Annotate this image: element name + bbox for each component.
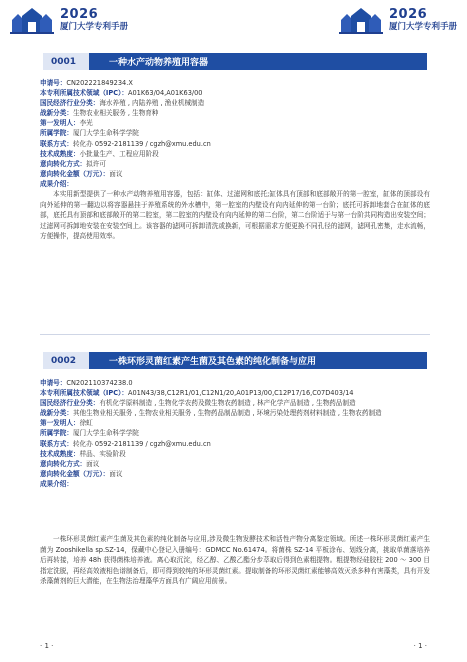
field-transfer-amount: 意向转化金额（万元）：面议 [40, 469, 123, 478]
field-industry: 国民经济行业分类：有机化学原料制造 , 生物化学农药及微生物农药制造 , 林产化学产品制造 , 生物药品制造 [40, 399, 356, 408]
building-logo-icon [339, 6, 383, 34]
field-strategic: 战新分类：其他生物业相关服务 , 生物农业相关服务 , 生物药品制品制造 , 环境污染处理药剂材料制造 , 生物农药制造 [40, 409, 382, 418]
field-college: 所属学院：厦门大学生命科学学院 [40, 429, 139, 438]
field-maturity: 技术成熟度：小批量生产、工程应用阶段 [40, 149, 159, 158]
field-industry: 国民经济行业分类：海水养殖 , 内陆养殖 , 渔业机械制造 [40, 99, 205, 108]
field-inventor: 第一发明人：李光 [40, 119, 93, 128]
field-college: 所属学院：厦门大学生命科学学院 [40, 129, 139, 138]
entry-body-0001: 本实用新型提供了一种水产动物养殖用容器，包括：缸体、过滤网和底托;缸体具有顶部和底部敞开的第一腔室，缸体的顶部设有向外延伸的第一翻边以将容器悬挂于养殖系统的外水槽中，第一腔室的内壁设有向内延伸的第一台阶；底托可拆卸地套合在缸体的底部，底托具有顶部和底部敞开的第二腔室，第二腔室的内壁设有向内延伸的第二台阶，第二台阶适于与第一台阶共同构造出安装空间；过滤网可拆卸地安装在安装空间上。该容器的滤网可拆卸清洗或换新，可根据需求方便更换不同孔径的滤网，滤网孔密集，走水流畅，方便操作，提高使用效率。 [40, 190, 430, 241]
field-application-number: 申请号：CN202221849234.X [40, 79, 133, 87]
header-subtitle: 厦门大学专利手册 [60, 22, 129, 33]
field-application-number: 申请号：CN202110374238.0 [40, 379, 133, 387]
section-header-0001 [43, 53, 427, 70]
entry-fields-0002 [40, 378, 430, 489]
entry-body-0002: 一株环形灵菌红素产生菌及其色素的纯化制备与应用,涉及微生物发酵技术和活性产物分离鉴定领域。所述一株环形灵菌红素产生菌为 Zooshikella sp.SZ-14，保藏中心登记入册编号：GDMCC No.61474。将菌株 SZ-14 平板涂布、划线分离，挑取单菌落培养后再转接，培养 48h 获得菌株培养液。离心取沉淀，经乙醇、乙酸乙酯分步萃取后得到色素粗提物。粗提物经硅胶柱 200 ～ 300 目指定洗脱，再经高效液相色谱制备后，即可得到较纯的环形灵菌红素。提取制备的环形灵菌红素能够高效灭杀多种有害藻类，具有开发杀藻菌剂的巨大潜能，在生物法治理藻华方面具有广阔应用前景。 [40, 535, 430, 586]
entry-fields-0001 [40, 78, 430, 189]
field-transfer-amount: 意向转化金额（万元）：面议 [40, 169, 123, 178]
field-inventor: 第一发明人：徐虹 [40, 419, 93, 428]
section-number: 0001 [43, 53, 89, 70]
field-strategic: 战新分类：生物农业相关服务 , 生物育种 [40, 109, 159, 118]
section-title: 一株环形灵菌红素产生菌及其色素的纯化制备与应用 [89, 352, 427, 369]
field-transfer-mode: 意向转化方式：拟许可 [40, 159, 106, 168]
header-subtitle: 厦门大学专利手册 [388, 22, 457, 33]
field-ipc: 本专利所属技术领域（IPC）：A01K63/04,A01K63/00 [40, 89, 203, 98]
building-logo-icon [10, 6, 54, 34]
section-header-0002 [43, 352, 427, 369]
header-year: 2026 [60, 7, 99, 23]
field-intro-label: 成果介绍： [40, 179, 73, 188]
field-contact: 联系方式：转化办 0592-2181139 / cgzh@xmu.edu.cn [40, 139, 211, 148]
field-ipc: 本专利所属技术领域（IPC）：A01N43/38,C12R1/01,C12N1/20,A01P13/00,C12P17/16,C07D403/14 [40, 389, 354, 398]
header-left [10, 0, 128, 40]
field-intro-label: 成果介绍： [40, 479, 73, 488]
page-number-right: · 1 · [413, 642, 427, 650]
section-number: 0002 [43, 352, 89, 369]
field-maturity: 技术成熟度：样品、实验阶段 [40, 449, 126, 458]
page-number-left: · 1 · [40, 642, 54, 650]
divider [40, 334, 430, 335]
header-year: 2026 [388, 7, 428, 23]
field-transfer-mode: 意向转化方式：面议 [40, 459, 100, 468]
field-contact: 联系方式：转化办 0592-2181139 / cgzh@xmu.edu.cn [40, 439, 211, 448]
header-right [339, 0, 457, 40]
section-title: 一种水产动物养殖用容器 [89, 53, 427, 70]
